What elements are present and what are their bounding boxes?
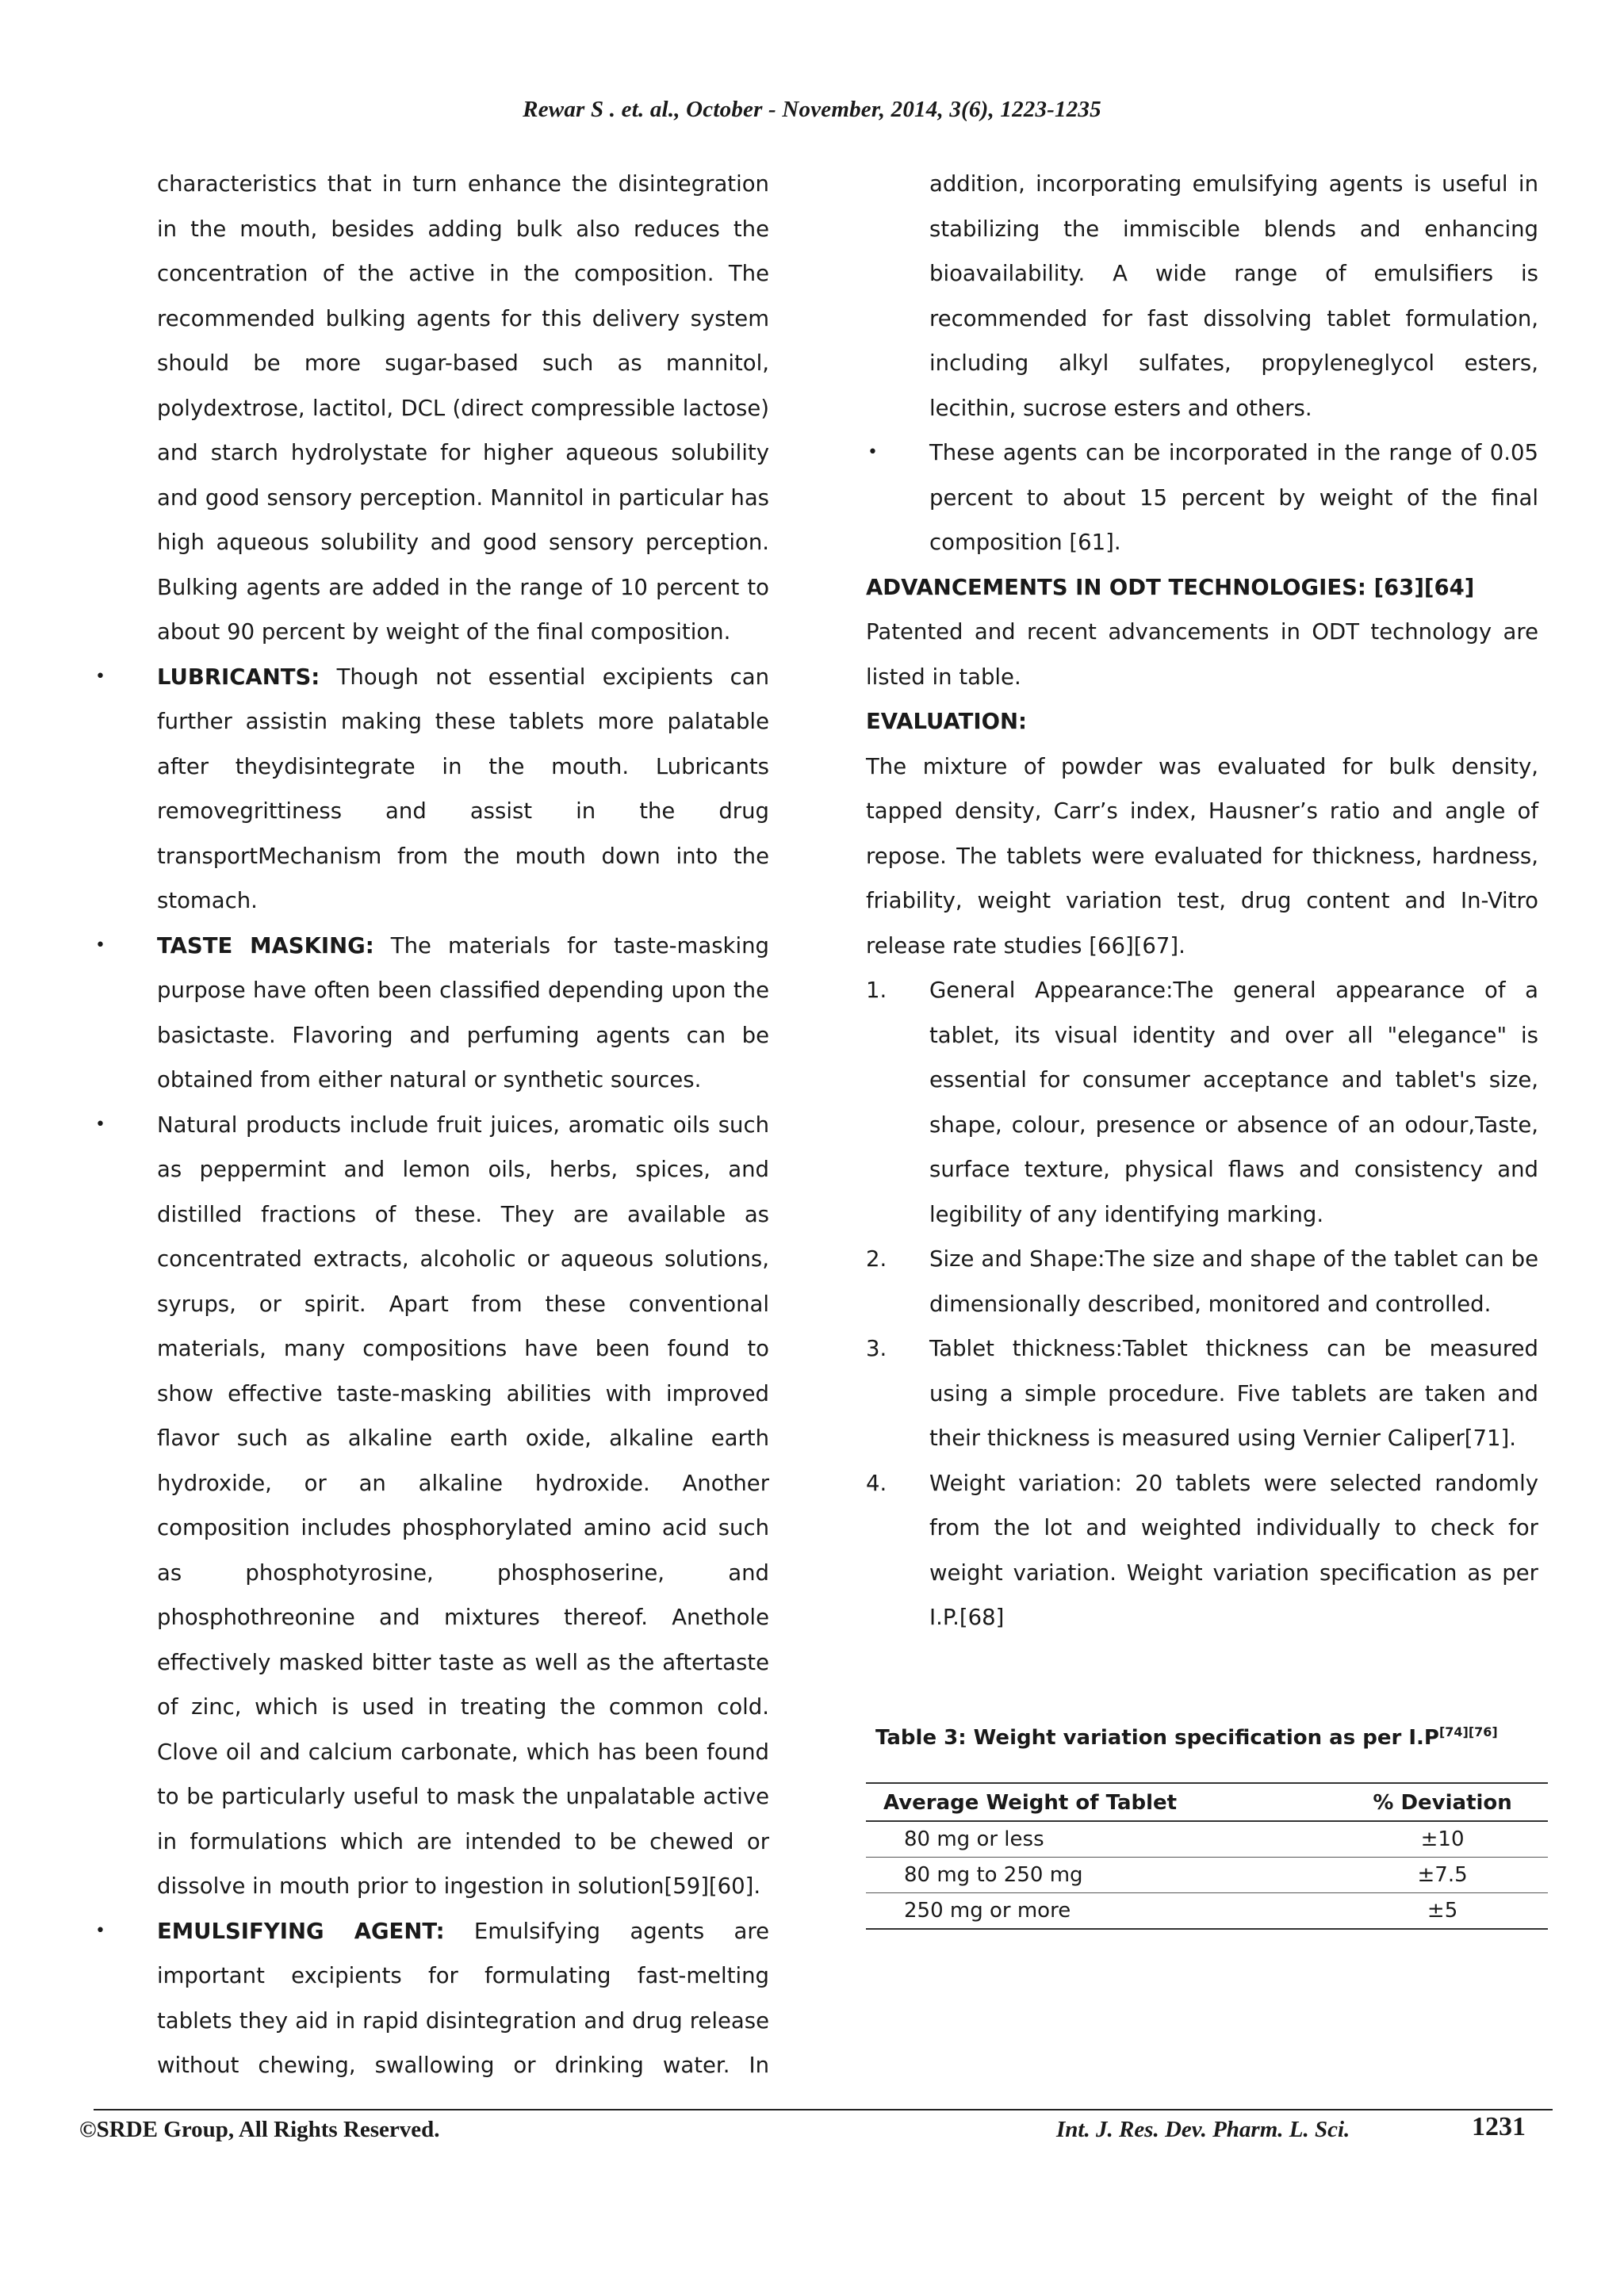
advancements-paragraph: Patented and recent advancements in ODT technology are listed in table. xyxy=(866,619,1538,690)
list-item-taste-masking xyxy=(94,924,769,1103)
page-number: 1231 xyxy=(1472,2112,1526,2141)
general-appearance-text: General Appearance:The general appearance of a tablet, its visual identity and over all "elegance" is essential for consumer acceptance and tablet's size, shape, colour, presence or absence of an odour,Taste, surface texture, physical flaws and consistency and legibility of any identifying marking. xyxy=(929,978,1538,1227)
table-cell-weight: 80 mg to 250 mg xyxy=(866,1857,1337,1892)
bullet-marker: • xyxy=(95,1920,105,1941)
evaluation-heading: EVALUATION: xyxy=(866,709,1028,734)
right-column xyxy=(866,162,1538,1930)
table-caption-text: Table 3: Weight variation specification as per I.P xyxy=(875,1725,1439,1750)
evaluation-paragraph: The mixture of powder was evaluated for bulk density, tapped density, Carr’s index, Hausner’s ratio and angle of repose. The tablets were evaluated for thickness, hardness, friability, weight variation test, drug content and In-Vitro release rate studies [66][67]. xyxy=(866,753,1538,959)
table-cell-deviation: ±7.5 xyxy=(1337,1857,1548,1892)
table-header-row xyxy=(866,1783,1548,1821)
numbered-item-tablet-thickness xyxy=(866,1326,1538,1461)
column-header-average-weight: Average Weight of Tablet xyxy=(866,1783,1337,1821)
table-cell-weight: 250 mg or more xyxy=(866,1892,1337,1929)
list-item-emulsifying-agent xyxy=(94,1909,769,2088)
item-number: 1. xyxy=(866,978,887,1003)
weight-variation-text: Weight variation: 20 tablets were selected randomly from the lot and weighted individually to check for weight variation. Weight variation specification as per I.P.[68] xyxy=(929,1470,1538,1630)
table-row xyxy=(866,1892,1548,1929)
column-header-deviation: % Deviation xyxy=(1337,1783,1548,1821)
table-row xyxy=(866,1821,1548,1858)
table-caption-refs: [74][76] xyxy=(1438,1724,1498,1739)
bullet-marker: • xyxy=(868,442,878,462)
table-cell-deviation: ±5 xyxy=(1337,1892,1548,1929)
left-column xyxy=(94,162,769,2088)
bullet-marker: • xyxy=(95,935,105,955)
emulsifying-agent-text: Emulsifying agents are important excipients for formulating fast-melting tablets they aid in rapid disintegration and drug release without chewing, swallowing or drinking water. In xyxy=(157,1918,769,2078)
list-item-natural-products xyxy=(94,1103,769,1909)
footer-copyright: ©SRDE Group, All Rights Reserved. xyxy=(79,2117,440,2142)
numbered-item-weight-variation xyxy=(866,1461,1538,1640)
weight-variation-table xyxy=(866,1782,1548,1930)
agents-range-text: These agents can be incorporated in the range of 0.05 percent to about 15 percent by weight of the final composition [61]. xyxy=(929,440,1538,555)
list-item-lubricants xyxy=(94,655,769,924)
bullet-marker: • xyxy=(95,666,105,687)
advancements-heading: ADVANCEMENTS IN ODT TECHNOLOGIES: [63][64] xyxy=(866,574,1475,600)
item-number: 4. xyxy=(866,1470,887,1496)
table-caption xyxy=(875,1710,1538,1760)
bullet-marker: • xyxy=(95,1114,105,1135)
tablet-thickness-text: Tablet thickness:Tablet thickness can be measured using a simple procedure. Five tablets are taken and their thickness is measured using Vernier Caliper[71]. xyxy=(929,1336,1538,1451)
numbered-item-general-appearance xyxy=(866,968,1538,1237)
table-cell-deviation: ±10 xyxy=(1337,1821,1548,1858)
footer-divider xyxy=(94,2109,1553,2110)
taste-masking-text: The materials for taste-masking purpose have often been classified depending upon the basictaste. Flavoring and perfuming agents can be obtained from either natural or synthetic sources. xyxy=(157,932,769,1093)
table-row xyxy=(866,1857,1548,1892)
item-number: 2. xyxy=(866,1246,887,1272)
lubricants-heading: LUBRICANTS: xyxy=(157,664,320,690)
lubricants-text: Though not essential excipients can further assistin making these tablets more palatable after theydisintegrate in the mouth. Lubricants removegrittiness and assist in the drug transportMechanism from the mouth down into the stomach. xyxy=(157,664,769,913)
size-shape-text: Size and Shape:The size and shape of the tablet can be dimensionally described, monitored and controlled. xyxy=(929,1246,1538,1317)
table-cell-weight: 80 mg or less xyxy=(866,1821,1337,1858)
emulsifier-continuation-paragraph: addition, incorporating emulsifying agents is useful in stabilizing the immiscible blends and enhancing bioavailability. A wide range of emulsifiers is recommended for fast dissolving tablet formulation, including alkyl sulfates, propyleneglycol esters, lecithin, sucrose esters and others. xyxy=(929,171,1538,421)
natural-products-text: Natural products include fruit juices, aromatic oils such as peppermint and lemon oils, herbs, spices, and distilled fractions of these. They are available as concentrated extracts, alcoholic or aqueous solutions, syrups, or spirit. Apart from these conventional materials, many compositions have been found to show effective taste-masking abilities with improved flavor such as alkaline earth oxide, alkaline earth hydroxide, or an alkaline hydroxide. Another composition includes phosphorylated amino acid such as phosphotyrosine, phosphoserine, and phosphothreonine and mixtures thereof. Anethole effectively masked bitter taste as well as the aftertaste of zinc, which is used in treating the common cold. Clove oil and calcium carbonate, which has been found to be particularly useful to mask the unpalatable active in formulations which are intended to be chewed or dissolve in mouth prior to ingestion in solution[59][60]. xyxy=(157,1112,769,1899)
emulsifying-agent-heading: EMULSIFYING AGENT: xyxy=(157,1918,445,1944)
item-number: 3. xyxy=(866,1336,887,1361)
numbered-item-size-shape xyxy=(866,1237,1538,1326)
list-item-agents-range xyxy=(866,430,1538,565)
bulking-agents-paragraph: characteristics that in turn enhance the disintegration in the mouth, besides adding bulk also reduces the concentration of the active in the composition. The recommended bulking agents for this delivery system should be more sugar-based such as mannitol, polydextrose, lactitol, DCL (direct compressible lactose) and starch hydrolystate for higher aqueous solubility and good sensory perception. Mannitol in particular has high aqueous solubility and good sensory perception. Bulking agents are added in the range of 10 percent to about 90 percent by weight of the final composition. xyxy=(157,171,769,645)
taste-masking-heading: TASTE MASKING: xyxy=(157,932,374,959)
running-header: Rewar S . et. al., October - November, 2014, 3(6), 1223-1235 xyxy=(523,97,1101,122)
footer-journal-name: Int. J. Res. Dev. Pharm. L. Sci. xyxy=(1056,2117,1350,2142)
